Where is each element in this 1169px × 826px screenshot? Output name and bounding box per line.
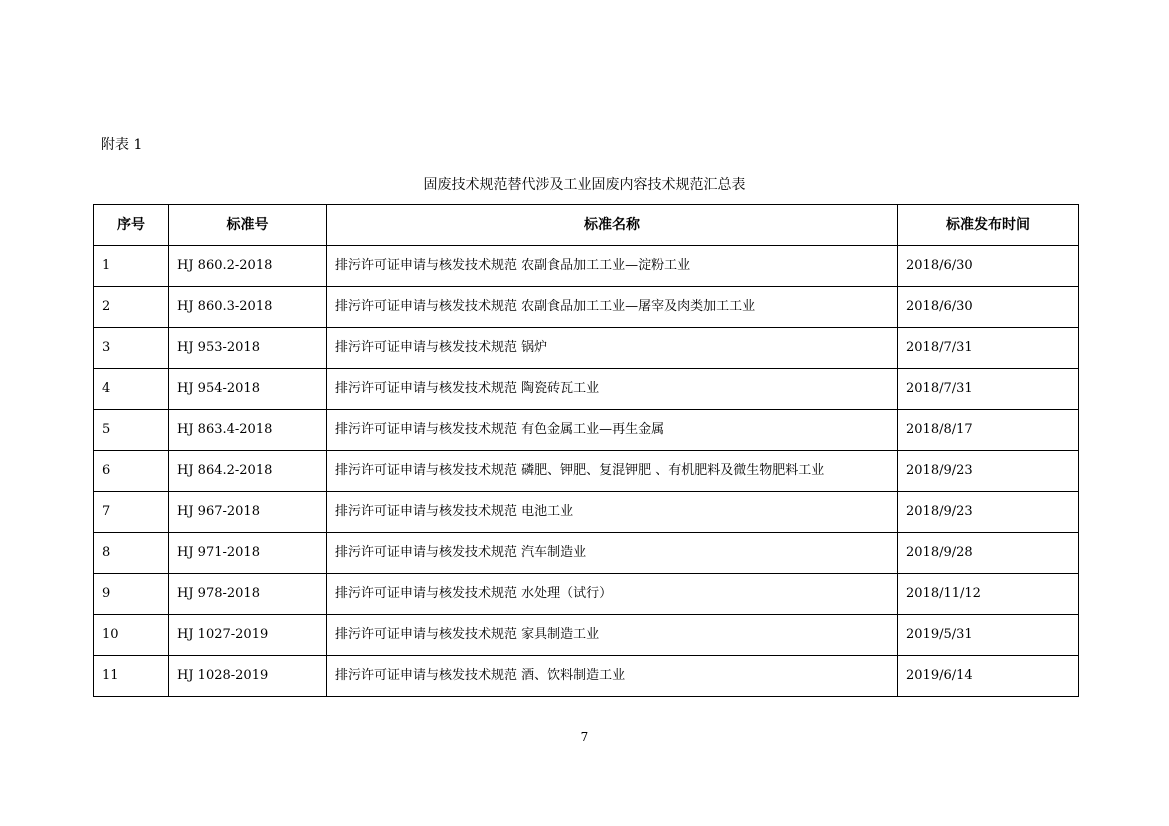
cell-serial: 7 <box>94 492 169 533</box>
cell-release-date: 2018/11/12 <box>898 574 1079 615</box>
cell-standard-number: HJ 953-2018 <box>169 328 327 369</box>
cell-release-date: 2019/6/14 <box>898 656 1079 697</box>
table-row <box>94 492 1079 533</box>
cell-standard-number: HJ 967-2018 <box>169 492 327 533</box>
table-title: 固废技术规范替代涉及工业固废内容技术规范汇总表 <box>423 177 746 193</box>
cell-standard-name: 排污许可证申请与核发技术规范 锅炉 <box>327 328 898 369</box>
cell-standard-number: HJ 863.4-2018 <box>169 410 327 451</box>
cell-standard-number: HJ 978-2018 <box>169 574 327 615</box>
cell-standard-name: 排污许可证申请与核发技术规范 磷肥、钾肥、复混钾肥 、有机肥料及微生物肥料工业 <box>327 451 898 492</box>
standards-table <box>93 204 1079 697</box>
table-row <box>94 656 1079 697</box>
table-row <box>94 410 1079 451</box>
table-row <box>94 533 1079 574</box>
table-row <box>94 287 1079 328</box>
cell-release-date: 2018/9/28 <box>898 533 1079 574</box>
cell-serial: 9 <box>94 574 169 615</box>
cell-serial: 6 <box>94 451 169 492</box>
table-row <box>94 369 1079 410</box>
cell-release-date: 2018/6/30 <box>898 246 1079 287</box>
cell-release-date: 2018/8/17 <box>898 410 1079 451</box>
table-row <box>94 451 1079 492</box>
cell-release-date: 2019/5/31 <box>898 615 1079 656</box>
cell-release-date: 2018/9/23 <box>898 451 1079 492</box>
cell-release-date: 2018/6/30 <box>898 287 1079 328</box>
cell-standard-number: HJ 1027-2019 <box>169 615 327 656</box>
header-serial: 序号 <box>94 205 169 246</box>
table-row <box>94 328 1079 369</box>
cell-release-date: 2018/7/31 <box>898 369 1079 410</box>
cell-standard-name: 排污许可证申请与核发技术规范 有色金属工业—再生金属 <box>327 410 898 451</box>
cell-standard-name: 排污许可证申请与核发技术规范 电池工业 <box>327 492 898 533</box>
cell-standard-name: 排污许可证申请与核发技术规范 家具制造工业 <box>327 615 898 656</box>
page-number: 7 <box>580 730 589 744</box>
cell-serial: 8 <box>94 533 169 574</box>
cell-standard-number: HJ 971-2018 <box>169 533 327 574</box>
cell-serial: 11 <box>94 656 169 697</box>
cell-standard-number: HJ 860.3-2018 <box>169 287 327 328</box>
cell-serial: 5 <box>94 410 169 451</box>
cell-serial: 2 <box>94 287 169 328</box>
cell-release-date: 2018/9/23 <box>898 492 1079 533</box>
header-standard-name: 标准名称 <box>327 205 898 246</box>
header-standard-number: 标准号 <box>169 205 327 246</box>
cell-standard-number: HJ 860.2-2018 <box>169 246 327 287</box>
cell-standard-number: HJ 1028-2019 <box>169 656 327 697</box>
appendix-label: 附表 1 <box>101 137 143 153</box>
cell-standard-name: 排污许可证申请与核发技术规范 酒、饮料制造工业 <box>327 656 898 697</box>
cell-standard-name: 排污许可证申请与核发技术规范 农副食品加工工业—屠宰及肉类加工工业 <box>327 287 898 328</box>
cell-standard-name: 排污许可证申请与核发技术规范 农副食品加工工业—淀粉工业 <box>327 246 898 287</box>
cell-standard-name: 排污许可证申请与核发技术规范 水处理（试行） <box>327 574 898 615</box>
cell-serial: 3 <box>94 328 169 369</box>
cell-serial: 1 <box>94 246 169 287</box>
cell-serial: 4 <box>94 369 169 410</box>
table-header-row <box>94 205 1079 246</box>
header-release-date: 标准发布时间 <box>898 205 1079 246</box>
cell-standard-name: 排污许可证申请与核发技术规范 陶瓷砖瓦工业 <box>327 369 898 410</box>
table-row <box>94 615 1079 656</box>
cell-standard-name: 排污许可证申请与核发技术规范 汽车制造业 <box>327 533 898 574</box>
table-row <box>94 246 1079 287</box>
cell-standard-number: HJ 954-2018 <box>169 369 327 410</box>
cell-standard-number: HJ 864.2-2018 <box>169 451 327 492</box>
table-row <box>94 574 1079 615</box>
cell-serial: 10 <box>94 615 169 656</box>
cell-release-date: 2018/7/31 <box>898 328 1079 369</box>
